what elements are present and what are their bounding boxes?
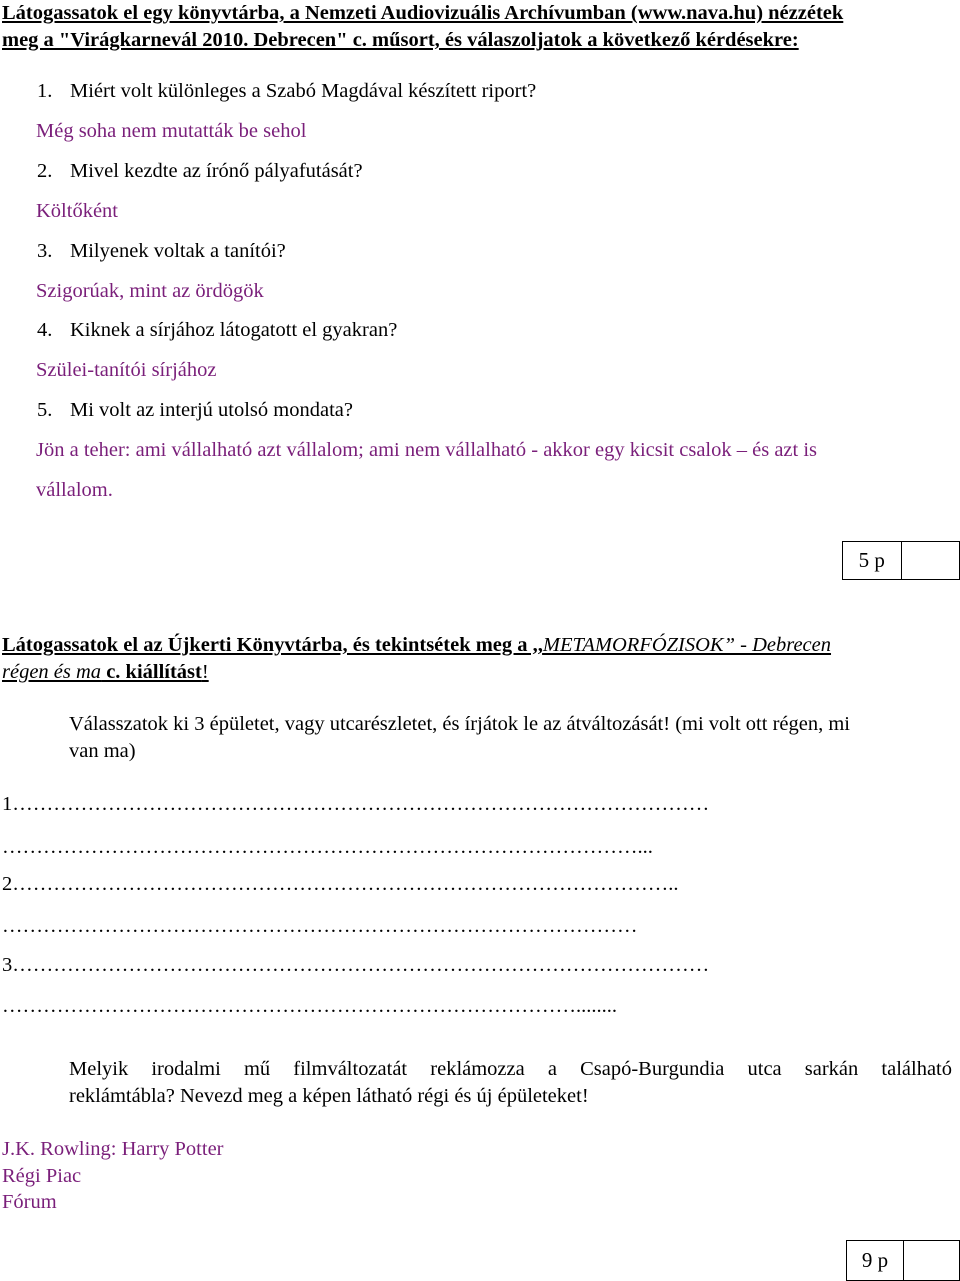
question-number: 5. [37,399,53,421]
blank-line-6: …………………………………………………………………………........ [2,995,617,1017]
score-blank [902,542,960,579]
score-label: 9 p [847,1241,904,1280]
blank-line-5: 3………………………………………………………………………………………… [2,954,710,976]
question-text: Miért volt különleges a Szabó Magdával készített riport? [70,80,537,102]
section2-title-c: ! [201,661,209,683]
question-number: 4. [37,319,53,341]
answer-5-line-1: Jön a teher: ami vállalható azt vállalom; ami nem vállalható - akkor egy kicsit csalok – és azt is [36,439,818,461]
blank-line-2: …………………………………………………………………………………... [2,836,653,858]
instruction-line-1: Válasszatok ki 3 épületet, vagy utcarészletet, és írjátok le az átváltozását! (mi volt ott régen, mi [69,713,850,735]
question-text: Milyenek voltak a tanítói? [70,240,286,262]
question-text: Mi volt az interjú utolsó mondata? [70,399,353,421]
intro-line-2: meg a "Virágkarnevál 2010. Debrecen" c. műsort, és válaszoljatok a következő kérdésekre: [2,29,799,51]
question-4 [37,318,397,342]
question-text: Mivel kezdte az írónő pályafutását? [70,160,363,182]
question-5 [37,398,353,422]
blank-line-1: 1………………………………………………………………………………………… [2,793,710,815]
question-number: 2. [37,160,53,182]
answer-5-line-2: vállalom. [36,479,113,501]
answer-2: Költőként [36,200,118,222]
question-line-1: Melyik irodalmi mű filmváltozatát reklámozza a Csapó-Burgundia utca sarkán található [69,1058,952,1080]
answer-regi-piac: Régi Piac [2,1165,82,1187]
section2-title-italic-2: régen és ma [2,661,102,683]
score-box [846,1240,960,1281]
section2-title-italic-1: METAMORFÓZISOK” - Debrecen [542,634,832,656]
blank-line-3: 2…………………………………………………………………………………….. [2,873,679,895]
question-2 [37,159,363,183]
intro-line-1: Látogassatok el egy könyvtárba, a Nemzeti Audiovizuális Archívumban (www.nava.hu) nézzétek [2,2,844,24]
question-number: 1. [37,80,53,102]
instruction-line-2: van ma) [69,740,136,762]
answer-forum: Fórum [2,1191,57,1213]
section2-title-line-2 [2,659,209,686]
question-text: Kiknek a sírjához látogatott el gyakran? [70,319,398,341]
answer-3: Szigorúak, mint az ördögök [36,280,264,302]
answer-1: Még soha nem mutatták be sehol [36,120,307,142]
question-1 [37,79,536,103]
question-3 [37,239,286,263]
score-box [842,541,960,580]
answer-harry-potter: J.K. Rowling: Harry Potter [2,1138,224,1160]
question-line-2: reklámtábla? Nevezd meg a képen látható régi és új épületeket! [69,1085,589,1107]
answer-4: Szülei-tanítói sírjához [36,359,217,381]
section2-title-b: c. kiállítást [101,661,202,683]
score-blank [904,1241,959,1280]
section2-title-a: Látogassatok el az Újkerti Könyvtárba, és tekintsétek meg a ,, [2,634,543,656]
blank-line-4: ………………………………………………………………………………… [2,915,638,937]
section2-title-line-1 [2,632,831,659]
score-label: 5 p [843,542,902,579]
question-number: 3. [37,240,53,262]
